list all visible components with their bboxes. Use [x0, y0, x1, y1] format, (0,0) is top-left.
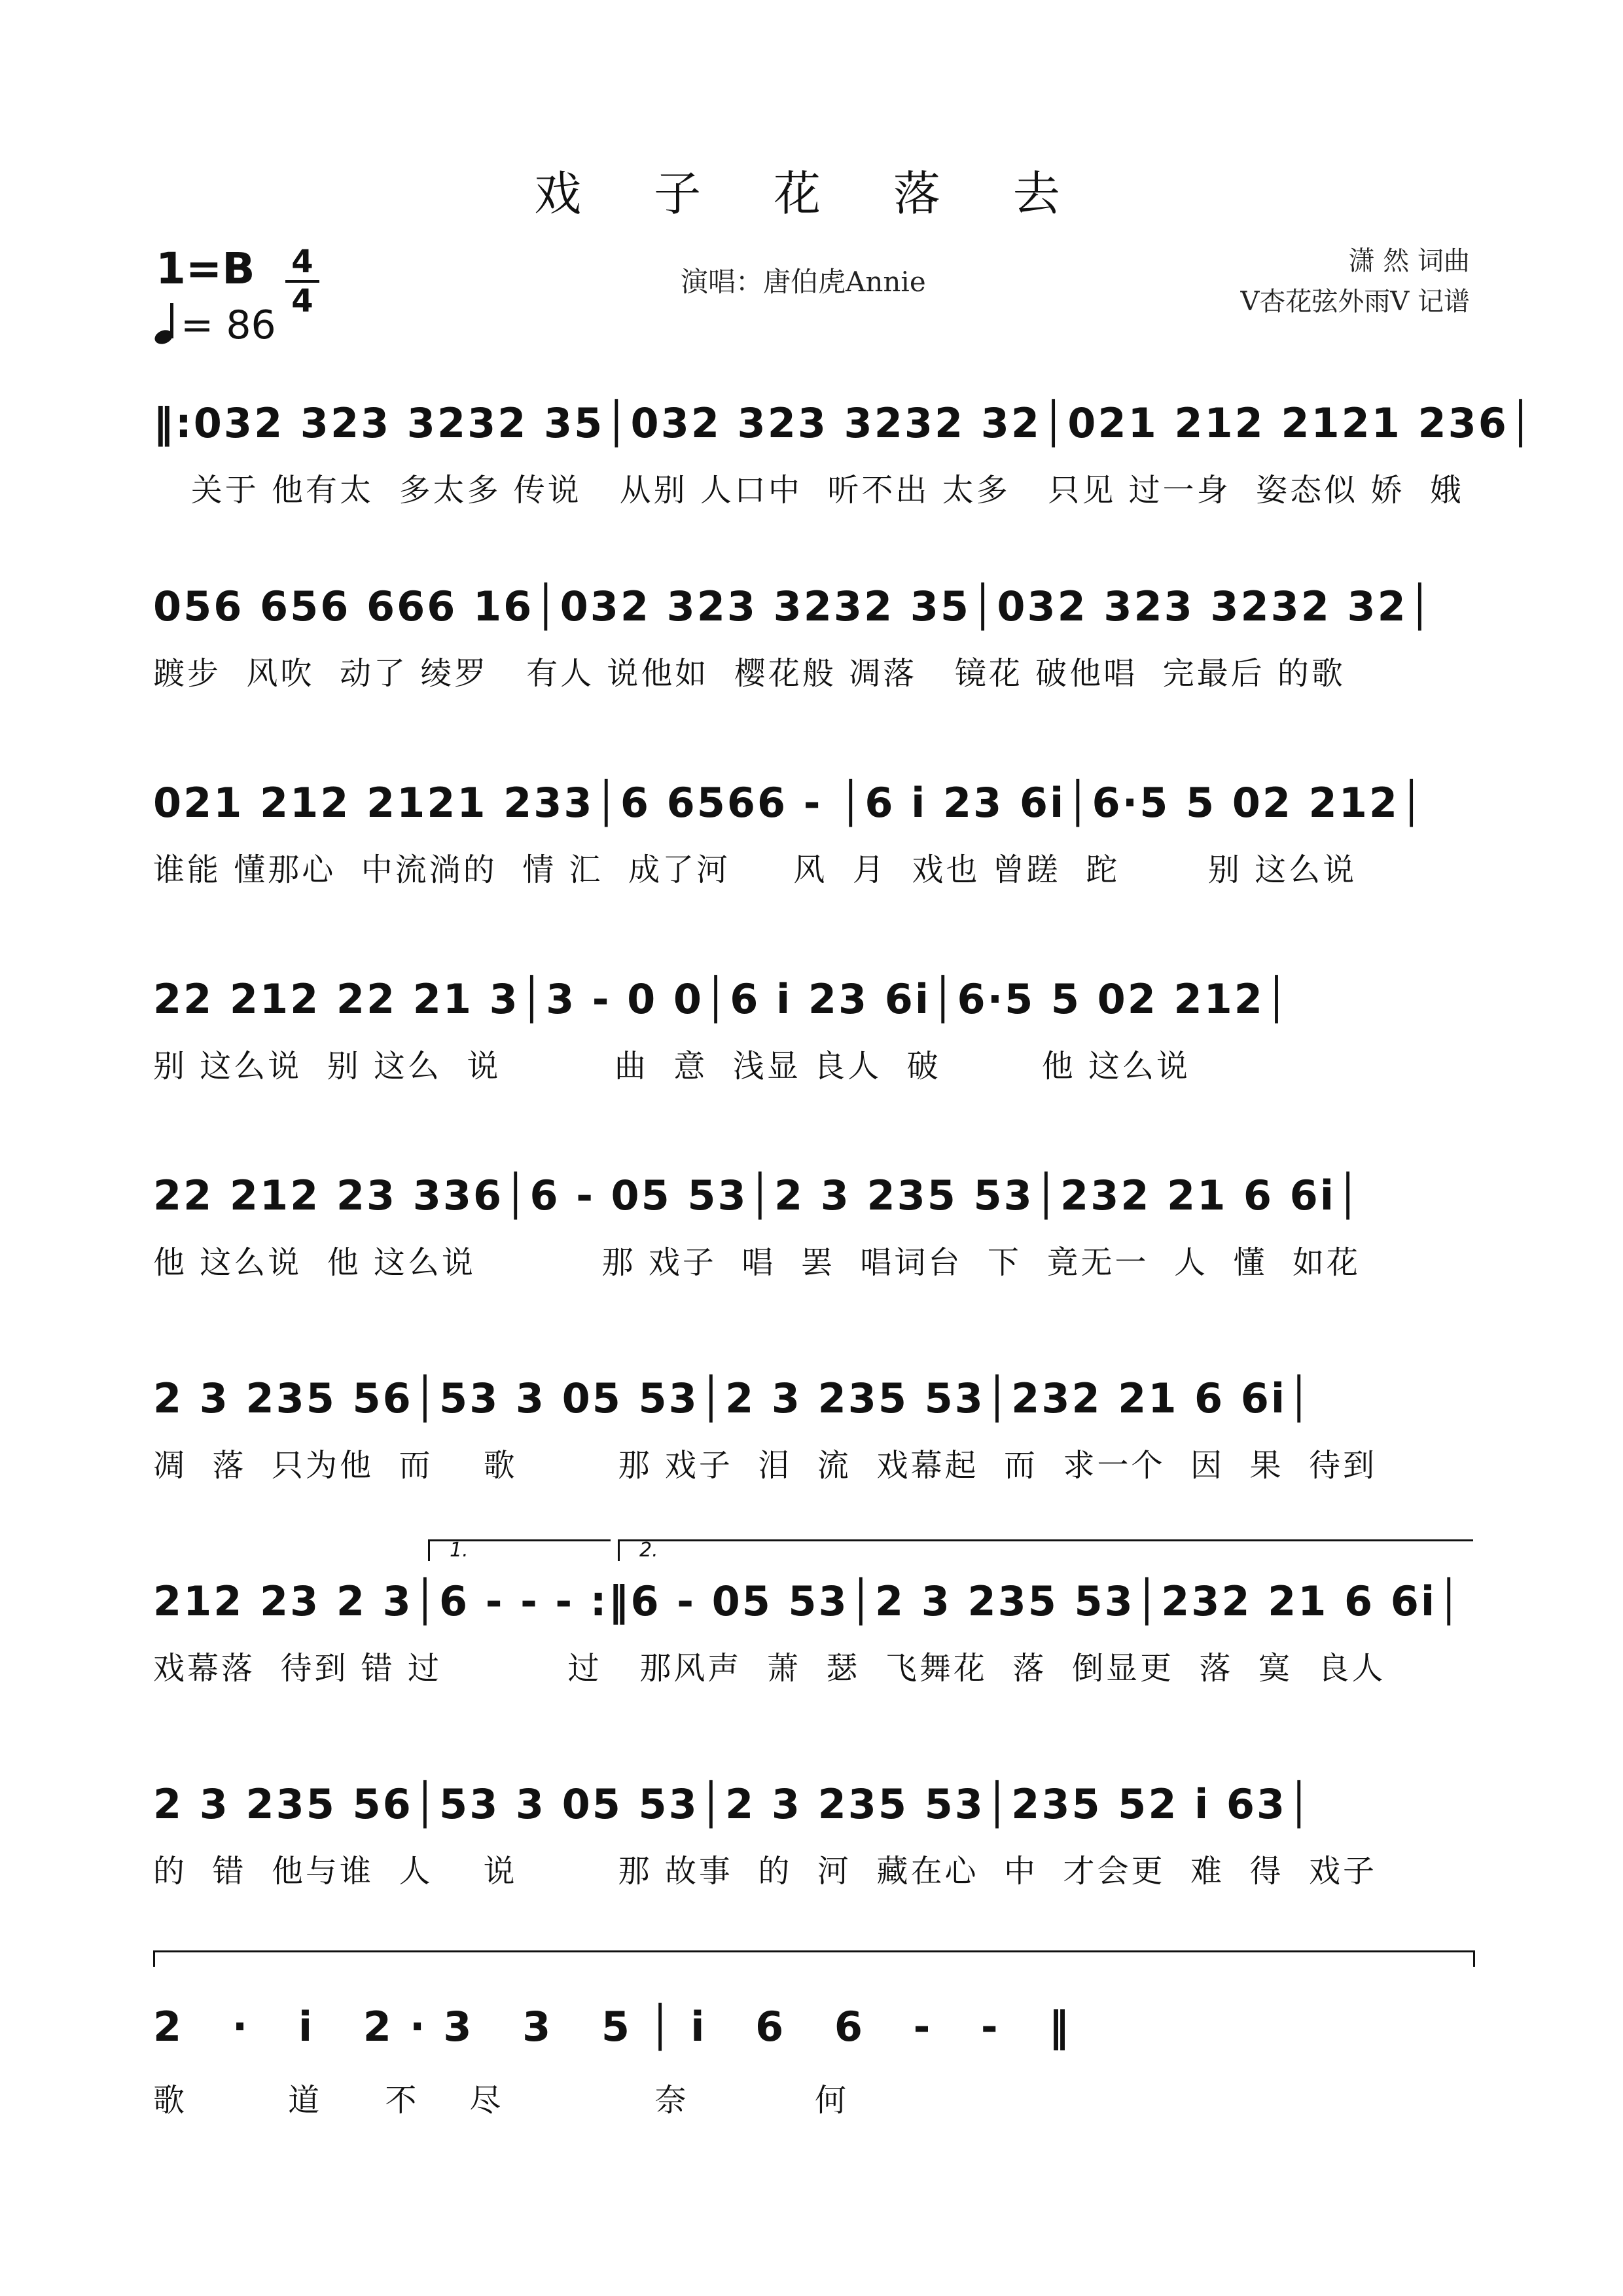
lyrics-row-3: 谁能 懂那心 中流淌的 情 汇 成了河 风 月 戏也 曾蹉 跎 别 这么说 — [153, 852, 1357, 888]
notes-row-1: ‖:032 323 3232 35│032 323 3232 32│021 212 2121 236│ — [153, 399, 1535, 447]
final-system-bracket — [153, 1950, 1475, 1967]
lyrics-row-9: 歌 道 不 尽 奈 何 — [153, 2082, 849, 2119]
lyrics-row-4: 别 这么说 别 这么 说 曲 意 浅显 良人 破 他 这么说 — [153, 1048, 1190, 1085]
lyrics-row-5: 他 这么说 他 这么说 那 戏子 唱 罢 唱词台 下 竟无一 人 懂 如花 — [153, 1244, 1361, 1281]
meter-numerator: 4 — [291, 243, 313, 280]
notes-row-9: 2 · i 2·3 3 5│i 6 6 - - ‖ — [153, 2003, 1088, 2051]
notes-row-7: 212 23 2 3│6 - - - :‖6 - 05 53│2 3 235 53│232 21 6 6i│ — [153, 1577, 1463, 1625]
volta-bracket-2: 2. — [618, 1539, 1473, 1561]
lyrics-row-2: 踱步 风吹 动了 绫罗 有人 说他如 樱花般 凋落 镜花 破他唱 完最后 的歌 — [153, 655, 1346, 692]
singer-credit: 演唱：唐伯虎Annie — [681, 266, 926, 298]
lyrics-row-7: 戏幕落 待到 错 过 过 那风声 萧 瑟 飞舞花 落 倒显更 落 寞 良人 — [153, 1650, 1386, 1687]
volta-bracket-1: 1. — [428, 1539, 611, 1561]
notes-row-6: 2 3 235 56│53 3 05 53│2 3 235 53│232 21 6 6i│ — [153, 1374, 1313, 1422]
lyrics-row-8: 的 错 他与谁 人 说 那 故事 的 河 藏在心 中 才会更 难 得 戏子 — [153, 1853, 1378, 1890]
key-signature: 1=B — [156, 243, 255, 294]
lyricist-credit: 潇 然 词曲 — [1348, 246, 1470, 276]
tempo-value: = 86 — [181, 302, 276, 348]
lyrics-row-6: 凋 落 只为他 而 歌 那 戏子 泪 流 戏幕起 而 求一个 因 果 待到 — [153, 1447, 1378, 1484]
tempo-marking — [154, 302, 276, 348]
notes-row-5: 22 212 23 336│6 - 05 53│2 3 235 53│232 21 6 6i│ — [153, 1172, 1363, 1219]
meter-denominator: 4 — [291, 283, 313, 319]
song-title: 戏 子 花 落 去 — [534, 166, 1089, 221]
lyrics-row-1: 关于 他有太 多太多 传说 从别 人口中 听不出 太多 只见 过一身 姿态似 娇 娥 — [153, 472, 1464, 509]
notes-row-2: 056 656 666 16│032 323 3232 35│032 323 3232 32│ — [153, 583, 1435, 630]
notes-row-4: 22 212 22 21 3│3 - 0 0│6 i 23 6i│6·5 5 02 212│ — [153, 975, 1291, 1023]
notes-row-8: 2 3 235 56│53 3 05 53│2 3 235 53│235 52 i 63│ — [153, 1780, 1313, 1828]
transcriber-credit: V杏花弦外雨V 记谱 — [1240, 287, 1470, 317]
time-signature — [283, 243, 322, 319]
quarter-note-icon — [154, 306, 181, 344]
credits — [1241, 241, 1471, 322]
notes-row-3: 021 212 2121 233│6 6566 - │6 i 23 6i│6·5 5 02 212│ — [153, 779, 1426, 827]
